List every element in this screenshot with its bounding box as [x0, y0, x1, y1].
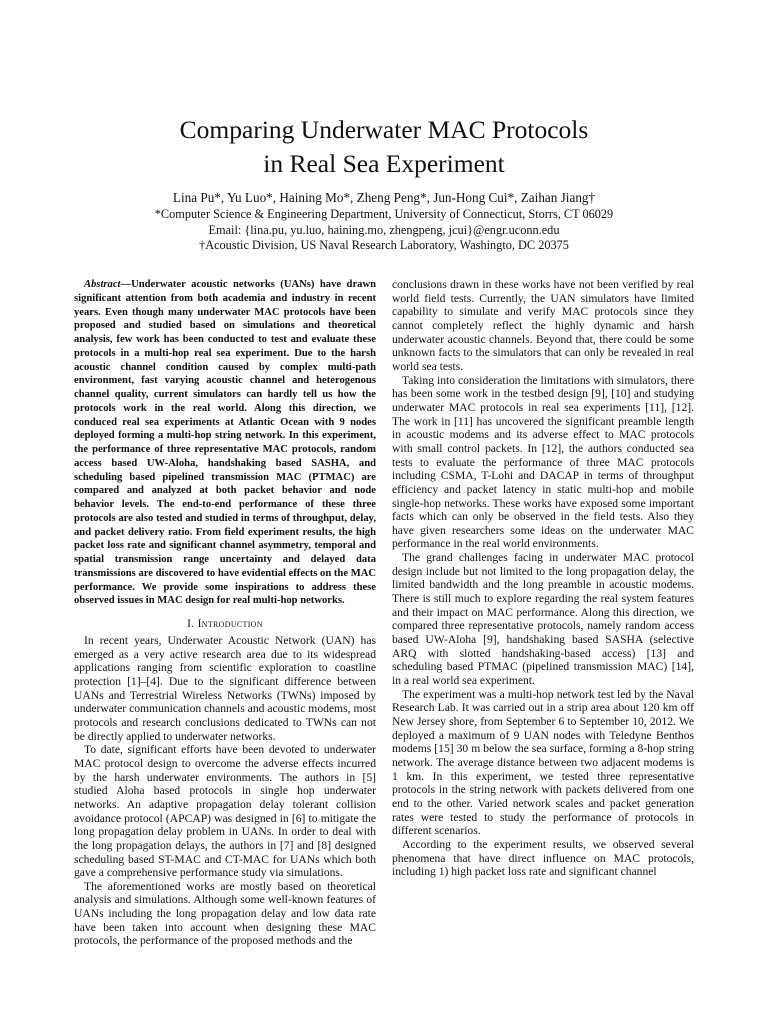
intro-paragraph-1: In recent years, Underwater Acoustic Network (UAN) has emerged as a very active research area due to its widespread applications ranging from scientific exploration to coastline protection [1]–[4]. Due to the significant difference between UANs and Terrestrial Wireless Networks (TWNs) imposed by underwater communication channels and acoustic modems, most protocols and research conclusions dedicated to TWNs can not be directly applied to underwater networks. [74, 634, 376, 743]
section-heading-introduction: I. Introduction [187, 618, 263, 630]
title-line-2: in Real Sea Experiment [263, 149, 505, 178]
intro-paragraph-3-continued: conclusions drawn in these works have not been verified by real world field tests. Currently, the UAN simulators have limited capability to simulate and verify MAC protocols since they cannot completely reflect the highly dynamic and harsh underwater acoustic channels. Beyond that, there could be some unknown facts to the simulators that can only be revealed in real world sea tests. [392, 278, 694, 373]
left-column [74, 278, 376, 948]
intro-paragraph-3: The aforementioned works are mostly based on theoretical analysis and simulations. Although some well-known features of UANs including the long propagation delay and low data rate have been taken into account when designing these MAC protocols, the performance of the proposed methods and the [74, 879, 376, 948]
author-emails: Email: {lina.pu, yu.luo, haining.mo, zhengpeng, jcui}@engr.uconn.edu [208, 222, 560, 237]
abstract-text: —Underwater acoustic networks (UANs) have drawn significant attention from both academia and industry in recent years. Even though many underwater MAC protocols have been proposed and studied based on simulations and theoretical analysis, few work has been conducted to test and evaluate these protocols in a multi-hop real sea experiment. Due to the harsh acoustic channel condition caused by complex multi-path environment, fast varying acoustic channel and heterogenous channel quality, current simulators can hardly tell us how the protocols work in the real world. Along this direction, we conduced real sea experiments at Atlantic Ocean with 9 nodes deployed forming a multi-hop string network. In this experiment, the performance of three representative MAC protocols, random access based UW-Aloha, handshaking based SASHA, and scheduling based pipelined transmission MAC (PTMAC) are compared and analyzed at both packet behavior and node behavior levels. The end-to-end performance of these three protocols are also tested and studied in terms of throughput, delay, and packet delivery ratio. From field experiment results, the high packet loss rate and significant channel asymmetry, temporal and spatial transmission range uncertainty and delayed data transmissions are discovered to have evidential effects on the MAC performance. We provide some inspirations to address these observed issues in MAC design for real multi-hop networks. [74, 279, 376, 607]
right-column [392, 278, 694, 879]
author-block [0, 188, 768, 254]
title-line-1: Comparing Underwater MAC Protocols [179, 115, 589, 144]
author-list: Lina Pu*, Yu Luo*, Haining Mo*, Zheng Peng*, Jun-Hong Cui*, Zaihan Jiang† [172, 190, 596, 205]
paper-title [0, 113, 768, 181]
intro-paragraph-2: To date, significant efforts have been devoted to underwater MAC protocol design to overcome the adverse effects incurred by the harsh underwater environments. The authors in [5] studied Aloha based protocols in single hop underwater networks. An adaptive propagation delay tolerant collision avoidance protocol (APCAP) was designed in [6] to mitigate the long propagation delay problem in UANs. In order to deal with the long propagation delays, the authors in [7] and [8] designed scheduling based ST-MAC and CT-MAC for UANs which both gave a comprehensive performance study via simulations. [74, 743, 376, 880]
abstract [74, 278, 376, 608]
intro-paragraph-4: Taking into consideration the limitations with simulators, there has been some work in the testbed design [9], [10] and studying underwater MAC protocols in real sea experiments [11], [12]. The work in [11] has uncovered the significant preamble length in acoustic modems and its adverse effect to MAC protocols with small control packets. In [12], the authors conducted sea tests to evaluate the performance of three MAC protocols including CSMA, T-Lohi and DACAP in terms of throughput efficiency and packet latency in static multi-hop and mobile single-hop networks. These works have exposed some important facts which can only be observed in the field tests. Also they have given researchers some ideas on the underwater MAC performance in the real world environments. [392, 373, 694, 551]
intro-paragraph-6: The experiment was a multi-hop network test led by the Naval Research Lab. It was carried out in a strip area about 120 km off New Jersey shore, from September 6 to September 10, 2012. We deployed a maximum of 9 UAN nodes with Teledyne Benthos modems [15] 30 m below the sea surface, forming a 8-hop string network. The average distance between two adjacent modems is 1 km. In this experiment, we tested three representative protocols in the string network with packets delivered from one end to the other. Varied network scales and packet generation rates were tested to study the performance of protocols in different scenarios. [392, 687, 694, 838]
intro-paragraph-7: According to the experiment results, we observed several phenomena that have direct influence on MAC protocols, including 1) high packet loss rate and significant channel [392, 837, 694, 879]
affiliation-nrl: †Acoustic Division, US Naval Research Laboratory, Washingto, DC 20375 [199, 238, 569, 252]
intro-paragraph-5: The grand challenges facing in underwater MAC protocol design include but not limited to the long propagation delay, the limited bandwidth and the long preamble in acoustic modems. There is still much to explore regarding the real system features and their impact on MAC performance. Along this direction, we compared three representative protocols, namely random access based UW-Aloha [9], handshaking based SASHA (selective ARQ with slotted handshaking-based access) [13] and scheduling based PTMAC (pipelined transmission MAC) [14], in a real world sea experiment. [392, 551, 694, 688]
abstract-label: Abstract [84, 279, 121, 290]
affiliation-uconn: *Computer Science & Engineering Department, University of Connecticut, Storrs, CT 06029 [154, 207, 614, 221]
